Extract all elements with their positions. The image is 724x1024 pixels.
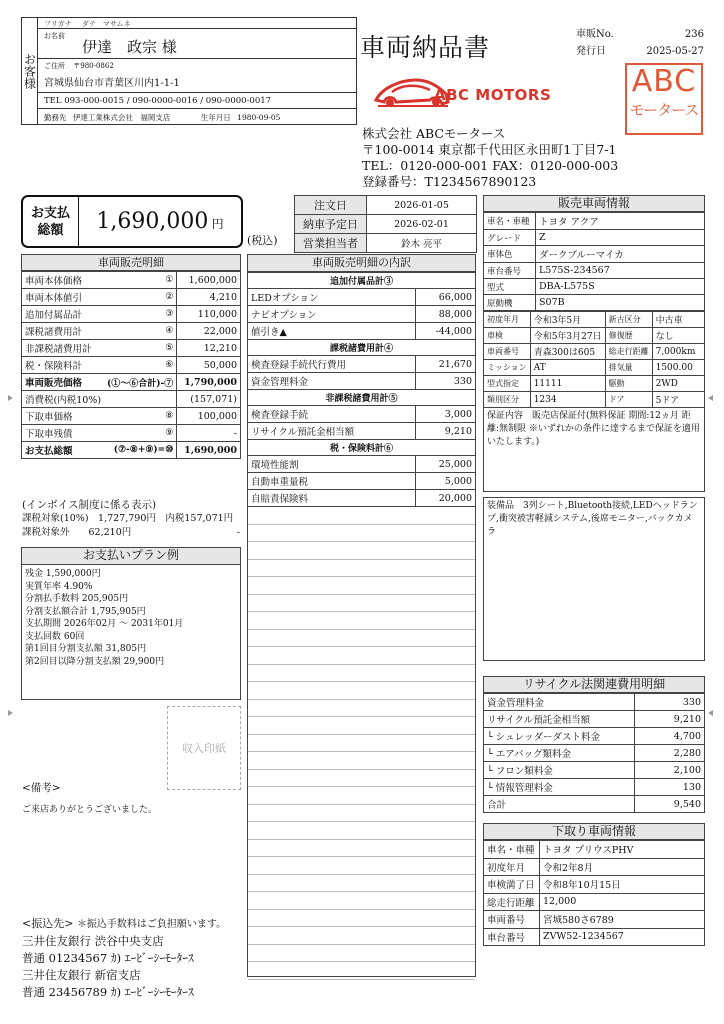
breakdown-section-title: 追加付属品計③ — [248, 273, 475, 289]
page-marker-right-top — [708, 395, 713, 401]
tradein-value: 令和8年10月15日 — [540, 876, 705, 894]
company-logo — [372, 66, 582, 116]
breakdown-row — [248, 456, 475, 473]
tradein-label: 車検満了日 — [484, 876, 540, 894]
sales-label: 下取車価格 — [22, 408, 105, 425]
empty-line — [248, 630, 475, 648]
sales-value: 4,210 — [177, 289, 241, 306]
sales-number: (①〜⑥合計)-⑦ — [104, 374, 177, 391]
tradein-label: 車台番号 — [484, 928, 540, 946]
vehicle-label: 排気量 — [605, 360, 652, 376]
bank-line: 普通 23456789 ｶ) ｴｰﾋﾞｰｼｰﾓｰﾀｰｽ — [22, 985, 194, 999]
equipment-text: 装備品 3列シート,Bluetooth接続,LEDヘッドランプ,衝突被害軽減システム,後席モニター,バックカメラ — [487, 501, 698, 537]
breakdown-label: 自動車重量税 — [248, 473, 415, 490]
breakdown-row — [248, 406, 475, 423]
sales-label: 税・保険料計 — [22, 357, 105, 374]
tax-included-label: (税込) — [247, 234, 278, 247]
breakdown-value: 330 — [415, 373, 475, 390]
sales-detail-section — [21, 254, 241, 459]
vehicle-value: トヨタ アクア — [536, 213, 705, 230]
sales-label: 下取車残債 — [22, 425, 105, 442]
vehicle-label: ドア — [605, 392, 652, 408]
empty-line — [248, 577, 475, 595]
vehicle-value: S07B — [536, 295, 705, 311]
issue-date: 2025-05-27 — [646, 46, 704, 57]
empty-line — [248, 822, 475, 840]
vehicle-value: Z — [536, 230, 705, 246]
vehicle-row — [484, 295, 705, 311]
empty-line — [248, 875, 475, 893]
empty-line — [248, 560, 475, 578]
doc-no: 236 — [684, 29, 704, 40]
invoice-line2-label: 課税対象外 62,210円 — [22, 527, 132, 538]
recycle-row — [484, 745, 705, 762]
vehicle-row — [484, 230, 705, 246]
order-row — [295, 234, 477, 253]
tradein-label: 初度年月 — [484, 858, 540, 876]
sales-label: 車両本体価格 — [22, 272, 105, 289]
recycle-row — [484, 762, 705, 779]
vehicle-row — [484, 263, 705, 279]
employer: 伊達工業株式会社 福岡支店 — [72, 113, 171, 122]
page-marker-left-bottom — [8, 710, 13, 716]
breakdown-label: ナビオプション — [248, 306, 415, 323]
sales-value: 1,600,000 — [177, 272, 241, 289]
empty-line — [248, 910, 475, 928]
vehicle-value: AT — [530, 360, 605, 376]
recycle-label: └ フロン類料金 — [484, 762, 635, 779]
empty-line — [248, 770, 475, 788]
address-label: ご住所 — [44, 62, 65, 70]
customer-box — [21, 17, 357, 125]
breakdown-row — [248, 323, 475, 340]
company-name: 株式会社 ABCモータース — [362, 126, 506, 141]
recycle-value: 4,700 — [635, 728, 705, 745]
vehicle-row — [484, 328, 705, 344]
sales-value: 22,000 — [177, 323, 241, 340]
breakdown-value: 9,210 — [415, 423, 475, 440]
empty-line — [248, 945, 475, 963]
page-marker-left-top — [8, 395, 13, 401]
sales-label: 追加付属品計 — [22, 306, 105, 323]
tradein-label: 車名・車種 — [484, 841, 540, 859]
sales-number: ⑨ — [104, 425, 177, 442]
vehicle-value: 11111 — [530, 376, 605, 392]
company-info — [362, 126, 618, 190]
vehicle-value: 令和5年3月27日 — [530, 328, 605, 344]
sales-number: ⑧ — [104, 408, 177, 425]
sales-label: お支払総額 — [22, 442, 105, 459]
vehicle-row — [484, 344, 705, 360]
sales-number: ① — [104, 272, 177, 289]
recycle-row — [484, 796, 705, 813]
recycle-row — [484, 711, 705, 728]
sales-label: 非課税諸費用計 — [22, 340, 105, 357]
empty-line — [248, 892, 475, 910]
breakdown-section-title: 税・保険料計⑥ — [248, 440, 475, 456]
tradein-row — [484, 911, 705, 929]
plan-line: 第2回目以降分割支払額 29,900円 — [25, 656, 165, 667]
vehicle-value: 青森300は605 — [530, 344, 605, 360]
tradein-title: 下取り車両情報 — [483, 823, 705, 840]
sales-detail-title: 車両販売明細 — [21, 254, 241, 271]
customer-name: 伊達 政宗 様 — [82, 38, 177, 56]
equipment-box — [483, 497, 705, 661]
vehicle-row — [484, 279, 705, 295]
breakdown-row — [248, 423, 475, 440]
sales-value: - — [177, 425, 241, 442]
empty-line — [248, 507, 475, 525]
empty-line — [248, 612, 475, 630]
invoice-section — [22, 498, 240, 540]
sales-value: 110,000 — [177, 306, 241, 323]
furigana-label: フリガナ — [44, 20, 72, 28]
employer-label: 勤務先 — [44, 113, 67, 122]
sales-value: (157,071) — [177, 391, 241, 408]
breakdown-section-title: 非課税諸費用計⑤ — [248, 390, 475, 406]
vehicle-label: 車両番号 — [484, 344, 531, 360]
breakdown-value: 88,000 — [415, 306, 475, 323]
vehicle-value: 2WD — [652, 376, 704, 392]
bank-section — [22, 916, 226, 1001]
vehicle-label: 型式指定 — [484, 376, 531, 392]
sales-label: 消費税(内税10%) — [22, 391, 105, 408]
tradein-row — [484, 841, 705, 859]
vehicle-label: 修復歴 — [605, 328, 652, 344]
breakdown-label: 環境性能割 — [248, 456, 415, 473]
vehicle-row — [484, 392, 705, 408]
sales-row — [22, 408, 241, 425]
breakdown-row — [248, 356, 475, 373]
vehicle-label: 型式 — [484, 279, 536, 295]
recycle-row — [484, 694, 705, 711]
breakdown-section-header — [248, 440, 475, 456]
empty-line — [248, 542, 475, 560]
birth-date: 1980-09-05 — [237, 113, 281, 122]
breakdown-section — [247, 254, 476, 977]
payment-plan-title: お支払いプラン例 — [22, 548, 240, 565]
empty-line — [248, 805, 475, 823]
remarks-section — [22, 780, 157, 815]
remarks-title: <備考> — [22, 782, 61, 794]
breakdown-value: 66,000 — [415, 289, 475, 306]
recycle-label: 資金管理料金 — [484, 694, 635, 711]
vehicle-row — [484, 246, 705, 263]
sales-row — [22, 374, 241, 391]
tradein-row — [484, 858, 705, 876]
breakdown-value: 3,000 — [415, 406, 475, 423]
company-address: 〒100-0014 東京都千代田区永田町1丁目7-1 — [362, 142, 617, 157]
empty-line — [248, 682, 475, 700]
breakdown-value: -44,000 — [415, 323, 475, 340]
breakdown-label: 値引き▲ — [248, 323, 415, 340]
plan-line: 実質年率 4.90% — [25, 581, 93, 592]
sales-value: 1,790,000 — [177, 374, 241, 391]
warranty-box — [483, 408, 705, 492]
sales-number: ③ — [104, 306, 177, 323]
breakdown-section-title: 課税諸費用計④ — [248, 340, 475, 356]
sales-number — [104, 391, 177, 408]
stamp-bottom-text: モータース — [629, 101, 699, 119]
tradein-row — [484, 876, 705, 894]
recycle-label: 合計 — [484, 796, 635, 813]
total-yen: 円 — [211, 217, 224, 231]
bank-line: 普通 01234567 ｶ) ｴｰﾋﾞｰｼｰﾓｰﾀｰｽ — [22, 951, 194, 965]
order-row — [295, 215, 477, 234]
revenue-stamp-label: 収入印紙 — [182, 742, 226, 755]
company-reg-number: 登録番号：T1234567890123 — [362, 174, 537, 189]
breakdown-section-header — [248, 340, 475, 356]
breakdown-label: 検査登録手続代行費用 — [248, 356, 415, 373]
breakdown-section-header — [248, 273, 475, 289]
vehicle-label: 車名・車種 — [484, 213, 536, 230]
sales-row — [22, 340, 241, 357]
tradein-value: 宮城580さ6789 — [540, 911, 705, 929]
breakdown-section-header — [248, 390, 475, 406]
order-value: 2026-01-05 — [367, 196, 477, 215]
doc-no-label: 車販No. — [576, 29, 614, 40]
vehicle-row — [484, 360, 705, 376]
breakdown-label: LEDオプション — [248, 289, 415, 306]
customer-side-label: お客様 — [22, 18, 38, 124]
plan-line: 第1回目分割支払額 31,805円 — [25, 644, 147, 654]
total-label: お支払 総額 — [23, 197, 79, 246]
recycle-row — [484, 779, 705, 796]
vehicle-value: DBA-L575S — [536, 279, 705, 295]
company-telfax: TEL：0120-000-001 FAX：0120-000-003 — [362, 158, 619, 173]
recycle-value: 9,210 — [635, 711, 705, 728]
sales-row — [22, 442, 241, 459]
sales-value: 50,000 — [177, 357, 241, 374]
breakdown-row — [248, 473, 475, 490]
vehicle-value: 令和3年5月 — [530, 312, 605, 328]
vehicle-title: 販売車両情報 — [483, 195, 705, 212]
doc-number-block — [576, 26, 704, 60]
breakdown-row — [248, 373, 475, 390]
empty-line — [248, 525, 475, 543]
vehicle-value: 5ドア — [652, 392, 704, 408]
vehicle-value: 7,000km — [652, 344, 704, 360]
breakdown-label: 自賠責保険料 — [248, 490, 415, 507]
empty-line — [248, 595, 475, 613]
vehicle-label: 車体色 — [484, 246, 536, 263]
sales-row — [22, 272, 241, 289]
recycle-value: 2,280 — [635, 745, 705, 762]
vehicle-row — [484, 213, 705, 230]
total-box — [21, 195, 243, 248]
vehicle-value: なし — [652, 328, 704, 344]
breakdown-label: リサイクル預託金相当額 — [248, 423, 415, 440]
order-info-table — [294, 195, 477, 253]
vehicle-label: グレード — [484, 230, 536, 246]
sales-value: 100,000 — [177, 408, 241, 425]
tradein-row — [484, 928, 705, 946]
tradein-label: 総走行距離 — [484, 893, 540, 911]
plan-line: 分割払手数料 205,905円 — [25, 594, 129, 604]
order-label: 営業担当者 — [295, 234, 367, 253]
tradein-value: 12,000 — [540, 893, 705, 911]
invoice-line2-value: - — [236, 527, 240, 538]
stamp-top-text: ABC — [631, 64, 697, 99]
sales-row — [22, 306, 241, 323]
recycle-label: リサイクル預託金相当額 — [484, 711, 635, 728]
plan-line: 分割支払額合計 1,795,905円 — [25, 606, 146, 617]
order-label: 納車予定日 — [295, 215, 367, 234]
customer-tel: TEL 093-000-0015 / 090-0000-0016 / 090-0000-0017 — [44, 96, 272, 106]
vehicle-label: ミッション — [484, 360, 531, 376]
sales-label: 課税諸費用計 — [22, 323, 105, 340]
plan-line: 残金 1,590,000円 — [25, 569, 101, 579]
sales-row — [22, 289, 241, 306]
remarks-text: ご来店ありがとうございました。 — [22, 805, 158, 815]
sales-label: 車両販売価格 — [22, 374, 105, 391]
vehicle-value: ダークブルーマイカ — [536, 246, 705, 263]
empty-line — [248, 700, 475, 718]
recycle-label: └ シュレッダーダスト料金 — [484, 728, 635, 745]
sales-row — [22, 323, 241, 340]
empty-line — [248, 857, 475, 875]
recycle-label: └ 情報管理料金 — [484, 779, 635, 796]
tradein-label: 車両番号 — [484, 911, 540, 929]
breakdown-row — [248, 306, 475, 323]
vehicle-row — [484, 376, 705, 392]
order-value: 鈴木 亮平 — [367, 234, 477, 253]
payment-plan-section — [21, 547, 241, 700]
sales-row — [22, 391, 241, 408]
vehicle-label: 原動機 — [484, 295, 536, 311]
sales-label: 車両本体値引 — [22, 289, 105, 306]
vehicle-label: 初度年月 — [484, 312, 531, 328]
breakdown-value: 20,000 — [415, 490, 475, 507]
warranty-text: 保証内容 販売店保証付(無料保証 期間:12ヵ月 距離:無制限 ※いずれかの条件に達するまで保証を適用いたします。) — [487, 411, 700, 447]
furigana-value: ダテ マサムネ — [81, 20, 131, 28]
order-row — [295, 196, 477, 215]
document-title: 車両納品書 — [360, 33, 491, 62]
sales-row — [22, 425, 241, 442]
empty-line — [248, 962, 475, 980]
recycle-section — [483, 676, 705, 813]
tradein-value: ZVW52-1234567 — [540, 928, 705, 946]
vehicle-label: 類別区分 — [484, 392, 531, 408]
birth-label: 生年月日 — [200, 113, 231, 122]
total-amount: 1,690,000 — [96, 209, 209, 234]
issue-date-label: 発行日 — [576, 46, 606, 57]
bank-line: 三井住友銀行 新宿支店 — [22, 968, 141, 982]
empty-line — [248, 735, 475, 753]
bank-title: <振込先> — [22, 917, 74, 930]
order-label: 注文日 — [295, 196, 367, 215]
breakdown-label: 検査登録手続 — [248, 406, 415, 423]
breakdown-title: 車両販売明細の内訳 — [248, 255, 475, 272]
revenue-stamp-box — [167, 706, 241, 790]
sales-number: (⑦-⑧+⑨)=⑩ — [104, 442, 177, 459]
tradein-value: トヨタ プリウスPHV — [540, 841, 705, 859]
payment-plan-lines — [22, 565, 240, 671]
invoice-title: (インボイス制度に係る表示) — [22, 499, 157, 511]
order-value: 2026-02-01 — [367, 215, 477, 234]
vehicle-label: 総走行距離 — [605, 344, 652, 360]
recycle-title: リサイクル法関連費用明細 — [483, 676, 705, 693]
sales-row — [22, 357, 241, 374]
empty-line — [248, 647, 475, 665]
vehicle-label: 新古区分 — [605, 312, 652, 328]
tradein-row — [484, 893, 705, 911]
vehicle-value: L575S-234567 — [536, 263, 705, 279]
vehicle-label: 車台番号 — [484, 263, 536, 279]
invoice-line1: 課税対象(10%) 1,727,790円 内税157,071円 — [22, 513, 234, 524]
breakdown-label: 資金管理料金 — [248, 373, 415, 390]
bank-lines — [22, 933, 226, 1001]
vehicle-label: 駆動 — [605, 376, 652, 392]
recycle-label: └ エアバッグ類料金 — [484, 745, 635, 762]
breakdown-value: 5,000 — [415, 473, 475, 490]
vehicle-label: 車検 — [484, 328, 531, 344]
page-marker-right-bottom — [708, 710, 713, 716]
recycle-value: 2,100 — [635, 762, 705, 779]
empty-line — [248, 927, 475, 945]
sales-value: 1,690,000 — [177, 442, 241, 459]
empty-line — [248, 665, 475, 683]
recycle-row — [484, 728, 705, 745]
breakdown-empty-lines — [248, 507, 475, 980]
recycle-value: 9,540 — [635, 796, 705, 813]
vehicle-value: 1500.00 — [652, 360, 704, 376]
vehicle-section — [483, 195, 705, 661]
bank-line: 三井住友銀行 渋谷中央支店 — [22, 934, 164, 948]
company-stamp — [625, 63, 703, 135]
recycle-value: 130 — [635, 779, 705, 796]
breakdown-row — [248, 490, 475, 507]
sales-number: ⑤ — [104, 340, 177, 357]
customer-address: 宮城県仙台市青葉区川内1-1-1 — [44, 78, 180, 89]
empty-line — [248, 752, 475, 770]
plan-line: 支払期間 2026年02月 〜 2031年01月 — [25, 619, 184, 629]
empty-line — [248, 787, 475, 805]
breakdown-value: 21,670 — [415, 356, 475, 373]
name-label: お名前 — [44, 32, 65, 40]
empty-line — [248, 840, 475, 858]
breakdown-row — [248, 289, 475, 306]
breakdown-value: 25,000 — [415, 456, 475, 473]
recycle-value: 330 — [635, 694, 705, 711]
postal-code: 〒980-0862 — [73, 62, 114, 70]
vehicle-value: 中古車 — [652, 312, 704, 328]
logo-text: ABC MOTORS — [434, 86, 552, 104]
sales-number: ④ — [104, 323, 177, 340]
sales-number: ② — [104, 289, 177, 306]
sales-number: ⑥ — [104, 357, 177, 374]
tradein-section — [483, 823, 705, 946]
bank-note: ＊振込手数料はご負担願います。 — [76, 919, 227, 930]
tradein-value: 令和2年8月 — [540, 858, 705, 876]
empty-line — [248, 717, 475, 735]
vehicle-value: 1234 — [530, 392, 605, 408]
vehicle-row — [484, 312, 705, 328]
sales-value: 12,210 — [177, 340, 241, 357]
plan-line: 支払回数 60回 — [25, 631, 85, 642]
